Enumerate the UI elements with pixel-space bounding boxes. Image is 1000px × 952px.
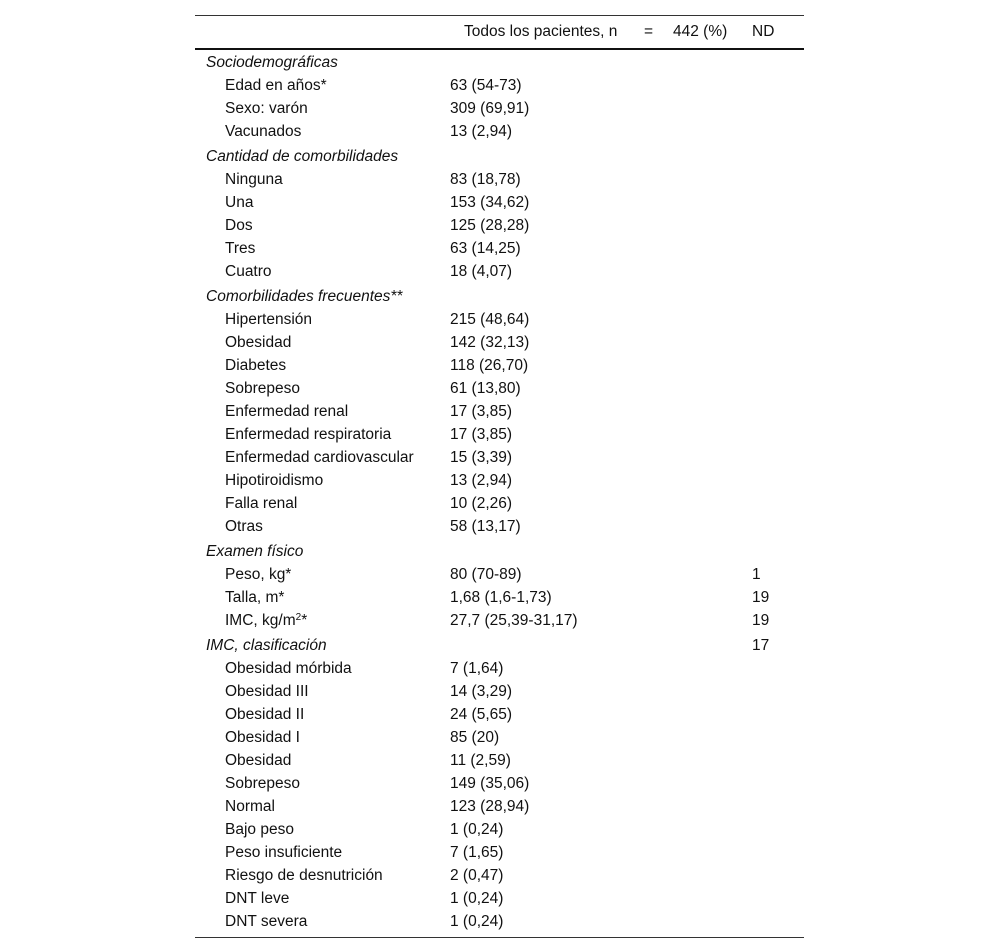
row-nd: 19: [752, 612, 770, 629]
row-label: Obesidad mórbida: [225, 660, 352, 677]
section-title: Cantidad de comorbilidades: [206, 148, 399, 165]
row-value: 58 (13,17): [450, 518, 521, 535]
header-equals: =: [644, 23, 654, 40]
row-value: 61 (13,80): [450, 380, 521, 397]
table-row: [195, 355, 804, 378]
table-row: [195, 215, 804, 238]
row-label: Bajo peso: [225, 821, 294, 838]
table-row: [195, 401, 804, 424]
row-value: 123 (28,94): [450, 798, 530, 815]
row-label: DNT severa: [225, 913, 308, 930]
row-label: Diabetes: [225, 357, 287, 374]
table-row: [195, 121, 804, 144]
row-label: Enfermedad cardiovascular: [225, 449, 414, 466]
row-value: 11 (2,59): [450, 752, 511, 769]
table-row: [195, 773, 804, 796]
row-label: Normal: [225, 798, 275, 815]
row-label-superscript: 2: [295, 612, 302, 623]
row-label: Una: [225, 194, 254, 211]
row-label: [225, 612, 307, 630]
header-nd: ND: [752, 23, 775, 40]
row-value: 1,68 (1,6-1,73): [450, 589, 552, 606]
row-value: 1 (0,24): [450, 821, 504, 838]
header-n-percent: 442 (%): [673, 23, 728, 40]
table-row: [195, 169, 804, 192]
table-row: [195, 447, 804, 470]
row-label: Obesidad II: [225, 706, 305, 723]
row-label: Sobrepeso: [225, 775, 300, 792]
table-row: [195, 865, 804, 888]
row-label: Obesidad: [225, 334, 292, 351]
row-label: Hipertensión: [225, 311, 313, 328]
row-value: 1 (0,24): [450, 890, 504, 907]
table-row: [195, 727, 804, 750]
row-value: 24 (5,65): [450, 706, 513, 723]
row-value: 85 (20): [450, 729, 500, 746]
row-label: Edad en años*: [225, 77, 327, 94]
row-value: 125 (28,28): [450, 217, 530, 234]
row-value: 27,7 (25,39-31,17): [450, 612, 578, 629]
section-nd: 17: [752, 637, 770, 654]
table-row: [195, 658, 804, 681]
section-header-row: [195, 539, 804, 564]
row-label: Sexo: varón: [225, 100, 308, 117]
table-row: [195, 911, 804, 934]
table-row: [195, 378, 804, 401]
row-value: 14 (3,29): [450, 683, 513, 700]
row-label: Enfermedad respiratoria: [225, 426, 392, 443]
section-header-row: [195, 284, 804, 309]
row-value: 7 (1,64): [450, 660, 504, 677]
table-row: [195, 842, 804, 865]
row-label: Peso, kg*: [225, 566, 292, 583]
row-value: 17 (3,85): [450, 426, 513, 443]
row-label: Otras: [225, 518, 263, 535]
row-value: 83 (18,78): [450, 171, 521, 188]
section-title: Examen físico: [206, 543, 304, 560]
table-row: [195, 796, 804, 819]
row-value: 7 (1,65): [450, 844, 504, 861]
row-value: 13 (2,94): [450, 472, 513, 489]
row-nd: 19: [752, 589, 770, 606]
section-title: Comorbilidades frecuentes**: [206, 288, 403, 305]
table-header: [195, 16, 804, 48]
table-row: [195, 564, 804, 587]
row-value: 15 (3,39): [450, 449, 513, 466]
table-row: [195, 610, 804, 633]
table-bottom-rule: [195, 937, 804, 938]
row-label: Cuatro: [225, 263, 272, 280]
row-value: 153 (34,62): [450, 194, 530, 211]
row-label: Obesidad III: [225, 683, 309, 700]
table-row: [195, 424, 804, 447]
row-value: 142 (32,13): [450, 334, 530, 351]
row-label: Peso insuficiente: [225, 844, 343, 861]
section-header-row: [195, 50, 804, 75]
row-label: Obesidad: [225, 752, 292, 769]
table-row: [195, 819, 804, 842]
table-row: [195, 704, 804, 727]
row-value: 13 (2,94): [450, 123, 513, 140]
section-title: Sociodemográficas: [206, 54, 338, 71]
row-label: Enfermedad renal: [225, 403, 349, 420]
row-value: 80 (70-89): [450, 566, 522, 583]
row-label: Obesidad I: [225, 729, 300, 746]
row-nd: 1: [752, 566, 761, 583]
row-label-suffix: *: [301, 612, 308, 629]
row-value: 63 (14,25): [450, 240, 521, 257]
row-label: Talla, m*: [225, 589, 285, 606]
row-label: Tres: [225, 240, 256, 257]
section-title: IMC, clasificación: [206, 637, 327, 654]
row-value: 2 (0,47): [450, 867, 504, 884]
row-label-text: IMC, kg/m: [225, 612, 296, 629]
table-row: [195, 888, 804, 911]
row-value: 149 (35,06): [450, 775, 530, 792]
table-body: [195, 50, 804, 934]
table-row: [195, 238, 804, 261]
table-row: [195, 750, 804, 773]
row-label: Riesgo de desnutrición: [225, 867, 383, 884]
row-label: Falla renal: [225, 495, 298, 512]
row-label: Hipotiroidismo: [225, 472, 324, 489]
row-value: 1 (0,24): [450, 913, 504, 930]
row-value: 63 (54-73): [450, 77, 522, 94]
row-value: 18 (4,07): [450, 263, 513, 280]
table-row: [195, 587, 804, 610]
table-row: [195, 75, 804, 98]
data-table: [195, 15, 804, 938]
section-header-row: [195, 633, 804, 658]
row-label: Dos: [225, 217, 253, 234]
row-value: 17 (3,85): [450, 403, 513, 420]
header-all-patients: Todos los pacientes, n: [464, 23, 618, 40]
table-row: [195, 309, 804, 332]
row-value: 215 (48,64): [450, 311, 530, 328]
table-row: [195, 470, 804, 493]
row-label: Ninguna: [225, 171, 283, 188]
table-row: [195, 681, 804, 704]
table-row: [195, 493, 804, 516]
row-label: Vacunados: [225, 123, 302, 140]
row-label: Sobrepeso: [225, 380, 300, 397]
table-row: [195, 192, 804, 215]
table-row: [195, 261, 804, 284]
section-header-row: [195, 144, 804, 169]
table-row: [195, 98, 804, 121]
row-value: 10 (2,26): [450, 495, 513, 512]
row-value: 309 (69,91): [450, 100, 530, 117]
table-row: [195, 516, 804, 539]
table-row: [195, 332, 804, 355]
row-value: 118 (26,70): [450, 357, 529, 374]
row-label: DNT leve: [225, 890, 290, 907]
